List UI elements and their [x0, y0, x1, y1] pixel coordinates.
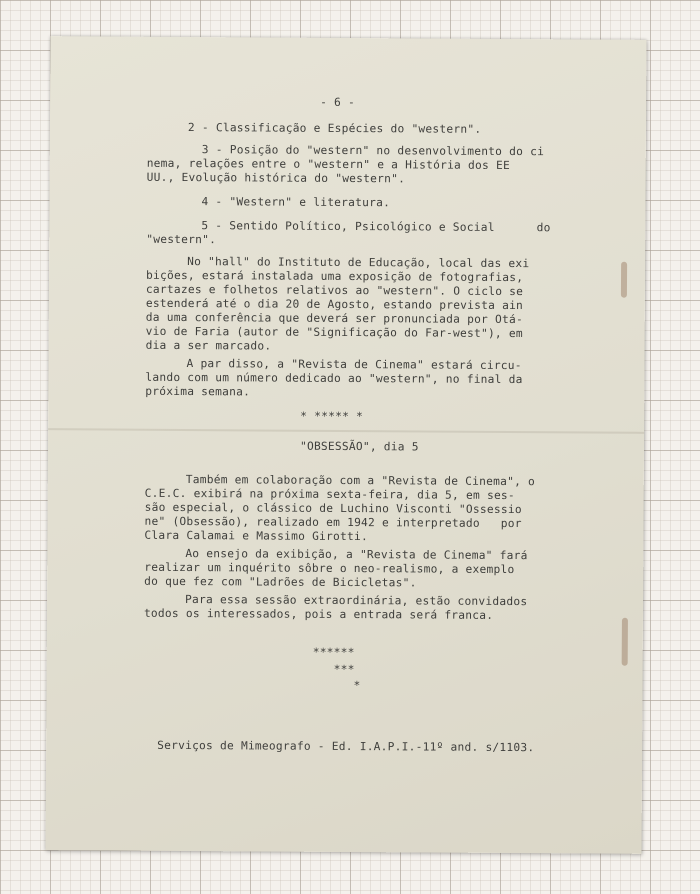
- text-line: estenderá até o dia 20 de Agosto, estando prevista ain: [145, 296, 524, 313]
- text-line: bições, estará instalada uma exposição de fotografias,: [145, 268, 524, 285]
- text-line: No "hall" do Instituto de Educação, local das exi: [187, 255, 530, 271]
- text-line: Ao ensejo da exibição, a "Revista de Cinema" fará: [185, 547, 528, 563]
- list-item: 4 - "Western" e literatura.: [201, 195, 391, 210]
- stars-ornament: ***: [333, 662, 355, 677]
- text-line: A par disso, a "Revista de Cinema" estará circu-: [186, 357, 522, 373]
- text-line: Para essa sessão extraordinária, estão convidados: [185, 593, 528, 609]
- text-line: são especial, o clássico de Luchino Visconti "Ossessio: [144, 500, 522, 517]
- section-title: "OBSESSÃO", dia 5: [299, 439, 419, 454]
- separator-stars: * ***** *: [300, 409, 364, 424]
- text-line: ne" (Obsessão), realizado em 1942 e interpretado por: [144, 514, 522, 531]
- footer-text: Serviços de Mimeografo - Ed. I.A.P.I.-11º and. s/1103.: [157, 738, 535, 755]
- text-line: vio de Faria (autor de "Significação do Far-west"), em: [145, 324, 523, 341]
- stain-mark: [622, 618, 628, 666]
- list-item: 3 - Posição do "western" no desenvolvimento do ci: [201, 143, 545, 159]
- stars-ornament: ******: [312, 645, 355, 660]
- text-line: Clara Calamai e Massimo Girotti.: [144, 528, 369, 544]
- text-line: lando com um número dedicado ao "western", no final da: [145, 370, 523, 387]
- list-item-continuation: nema, relações entre o "western" e a História dos EE: [146, 156, 511, 172]
- text-line: C.E.C. exibirá na próxima sexta-feira, dia 5, em ses-: [144, 486, 515, 503]
- text-line: realizar um inquérito sôbre o neo-realismo, a exemplo: [144, 560, 515, 577]
- stain-mark: [621, 262, 627, 298]
- text-line: dia a ser marcado.: [145, 338, 272, 353]
- document-page: [46, 36, 647, 854]
- stars-ornament: *: [353, 679, 361, 693]
- list-item-continuation: "western".: [146, 232, 217, 247]
- list-item-continuation: UU., Evolução histórica do "western".: [146, 170, 406, 186]
- text-line: cartazes e folhetos relativos ao "western". O ciclo se: [145, 282, 524, 299]
- fold-line: [48, 428, 644, 434]
- text-line: da uma conferência que deverá ser pronunciada por Otá-: [145, 310, 524, 327]
- text-line: todos os interessados, pois a entrada será franca.: [143, 606, 494, 622]
- list-item: 2 - Classificação e Espécies do "western".: [187, 121, 482, 136]
- text-line: próxima semana.: [145, 384, 251, 399]
- page-number: - 6 -: [320, 95, 356, 110]
- text-line: do que fez com "Ladrões de Bicicletas".: [144, 574, 417, 590]
- list-item: 5 - Sentido Político, Psicológico e Social do: [201, 219, 551, 235]
- text-line: Também em colaboração com a "Revista de Cinema", o: [185, 473, 536, 489]
